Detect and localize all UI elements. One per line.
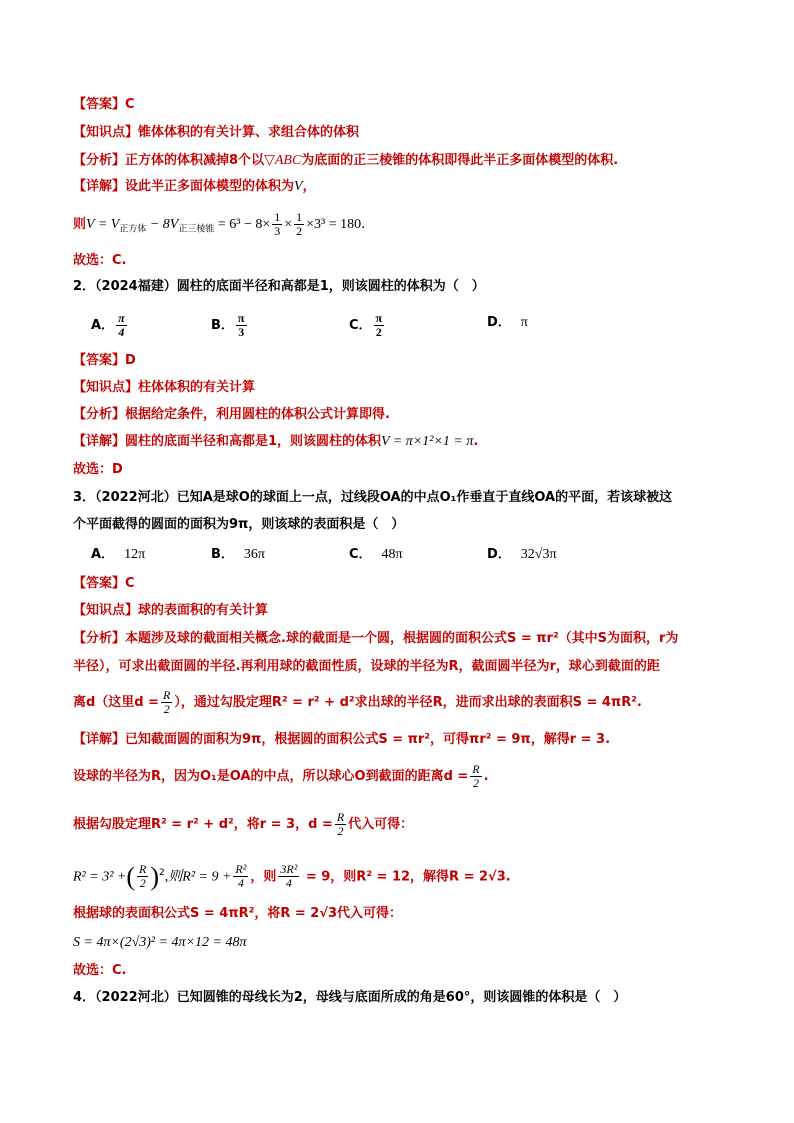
q2-analysis: 根据给定条件，利用圆柱的体积公式计算即得. (125, 407, 390, 422)
q1-sub2: 正三棱锥 (178, 224, 215, 235)
fraction-one-half: $\frac{1}{2}$ (296, 210, 303, 238)
q2-detail-text: 圆柱的底面半径和高都是1，则该圆柱的体积 (125, 434, 382, 449)
q1-sub1: 正方体 (119, 224, 147, 235)
q3-stem-line1: 3．（2022河北）已知A是球O的球面上一点，过线段OA的中点O₁作垂直于直线OA的平面，若该球被这 (73, 490, 673, 505)
fraction-r-over-2-d: $\frac{R}{2}$ (139, 862, 147, 891)
q2-detail-line: 【详解】圆柱的底面半径和高都是1，则该圆柱的体积V = π×1²×1 = π. (73, 434, 479, 449)
fraction-r-over-2-b: $\frac{R}{2}$ (472, 762, 480, 790)
fraction-r2-over-4: $\frac{\text{R²}}{4}$ (235, 862, 247, 891)
q4-stem: 4．（2022河北）已知圆锥的母线长为2，母线与底面所成的角是60°，则该圆锥的体积是（ ） (73, 990, 627, 1005)
q2-stem (73, 276, 485, 300)
q1-analysis-mid: ABC (274, 153, 302, 168)
q3-detail-line5: 根据球的表面积公式S = 4πR²，将R = 2√3代入可得： (73, 906, 403, 921)
q2-knowledge-line: 【知识点】柱体体积的有关计算 (73, 380, 256, 395)
q3-option-c: C． 48π (349, 547, 403, 562)
q3-knowledge: 球的表面积的有关计算 (138, 603, 269, 618)
q3-option-d: D． 32√3π (487, 547, 557, 562)
q1-formula-b: − 8V (146, 217, 179, 232)
q1-formula-c: = 6³ − 8× (214, 217, 271, 232)
q2-option-b-fraction: $\frac{\pi}{3}$ (237, 311, 245, 339)
q1-analysis-line (73, 150, 618, 174)
q1-analysis-post: 为底面的正三棱锥的体积即得此半正多面体模型的体积. (301, 153, 619, 168)
q1-formula-d: = 180 (325, 217, 362, 232)
q2-option-d: D． π (487, 315, 528, 330)
q1-detail-var: V (294, 179, 303, 194)
q1-formula-lead: 则 (73, 217, 87, 232)
q3-analysis-line1: 【分析】本题涉及球的截面相关概念.球的截面是一个圆，根据圆的面积公式S = πr²（其中S为面积，r为 (73, 631, 679, 646)
q4-stem-text: 已知圆锥的母线长为2，母线与底面所成的角是60°，则该圆锥的体积是（ ） (176, 990, 627, 1005)
q3-answer: C (125, 576, 135, 591)
q2-knowledge: 柱体体积的有关计算 (138, 380, 256, 395)
q2-option-a-fraction: $\frac{\pi}{4}$ (118, 311, 125, 339)
q3-detail-l1: 已知截面圆的面积为9π，根据圆的面积公式S = πr²，可得πr² = 9π，解得r = 3. (125, 732, 611, 747)
q3-option-a: A． 12π (91, 547, 146, 562)
q3-stem-line2: 个平面截得的圆面的面积为9π，则该球的表面积是（ ） (73, 517, 405, 532)
q2-answer: D (125, 353, 136, 368)
fraction-3r2-over-4: $\frac{\text{3R²}}{4}$ (280, 862, 298, 891)
q3-analysis-line2: 半径），可求出截面圆的半径.再利用球的截面性质，设球的半径为R，截面圆半径为r，球心到截面的距 (73, 659, 660, 674)
q3-choose: 故选：C. (73, 963, 127, 978)
q3-detail-line3: 根据勾股定理R² = r² + d²，将r = 3，d = $\frac{R}{2}$ 代入可得： (73, 810, 414, 838)
q2-source: （2024福建） (95, 279, 177, 294)
q2-choose: 故选：D (73, 462, 123, 477)
q2-answer-line: 【答案】D (73, 353, 136, 368)
q2-option-a: A． $\frac{\pi}{4}$ (91, 311, 125, 339)
q2-analysis-line: 【分析】根据给定条件，利用圆柱的体积公式计算即得. (73, 407, 390, 422)
fraction-r-over-2: $\frac{R}{2}$ (163, 688, 171, 716)
q3-detail-line2: 设球的半径为R，因为O₁是OA的中点，所以球心O到截面的距离d = $\frac{R}{2}$ . (73, 762, 489, 790)
q3-analysis-l1: 本题涉及球的截面相关概念.球的截面是一个圆，根据圆的面积公式S = πr²（其中S为面积，r为 (125, 631, 679, 646)
q1-knowledge: 锥体体积的有关计算、求组合体的体积 (138, 125, 360, 140)
q2-option-b: B． $\frac{\pi}{3}$ (211, 311, 245, 339)
q3-stem-l1: 已知A是球O的球面上一点，过线段OA的中点O₁作垂直于直线OA的平面，若该球被这 (176, 490, 673, 505)
fraction-r-over-2-c: $\frac{R}{2}$ (336, 810, 345, 838)
q2-detail-formula: V = π×1²×1 = π (381, 434, 474, 449)
q3-analysis-line3: 离d（这里d = $\frac{R}{2}$ ），通过勾股定理R² = r² + d²求出球的半径R，进而求出球的表面积S = 4πR². (73, 688, 642, 716)
knowledge-tag: 【知识点】 (73, 125, 139, 140)
q2-stem-text: 圆柱的底面半径和高都是1，则该圆柱的体积为（ ） (176, 279, 485, 294)
q2-option-c-fraction: $\frac{\pi}{2}$ (375, 311, 383, 339)
q3-answer-line: 【答案】C (73, 576, 135, 591)
q1-knowledge-line (73, 122, 359, 146)
detail-tag: 【详解】 (73, 179, 126, 194)
q1-analysis-pre: 正方体的体积减掉8个以 (125, 153, 265, 168)
answer-tag: 【答案】 (73, 97, 126, 112)
q2-option-c: C． $\frac{\pi}{2}$ (349, 311, 383, 339)
q1-formula-line: 则$V = V_{正方体} - 8V_{正三棱锥} = 6^3 - 8\times$ $\frac{1}{3}$ × $\frac{1}{2}$ ×3³ = 180. (73, 210, 366, 238)
q3-knowledge-line: 【知识点】球的表面积的有关计算 (73, 603, 269, 618)
q3-detail-line6: S = 4π×(2√3)² = 4π×12 = 48π (73, 935, 247, 950)
q1-detail-text: 设此半正多面体模型的体积为 (125, 179, 295, 194)
q1-answer: C (125, 97, 135, 112)
q1-answer-line (73, 94, 135, 118)
q1-formula-a: V = V (86, 217, 120, 232)
q2-number: 2． (73, 279, 96, 294)
triangle-symbol-icon: ▽ (264, 153, 275, 168)
q3-detail-line1: 【详解】已知截面圆的面积为9π，根据圆的面积公式S = πr²，可得πr² = 9π，解得r = 3. (73, 732, 611, 747)
analysis-tag: 【分析】 (73, 153, 126, 168)
q1-choose: 故选：C. (73, 253, 127, 268)
q1-detail-line: 【详解】设此半正多面体模型的体积为V， (73, 179, 316, 194)
q3-detail-line4: R² = 3² +( $\frac{R}{2}$ )$^2$,则R² = 9 + $\frac{\text{R²}}{4}$ ，则 $\frac{\text{3R²}}{4}$ = 9，则R² = 12，解得R = 2√3. (73, 861, 511, 891)
fraction-one-third: $\frac{1}{3}$ (274, 210, 281, 238)
q3-option-b: B． 36π (211, 547, 265, 562)
